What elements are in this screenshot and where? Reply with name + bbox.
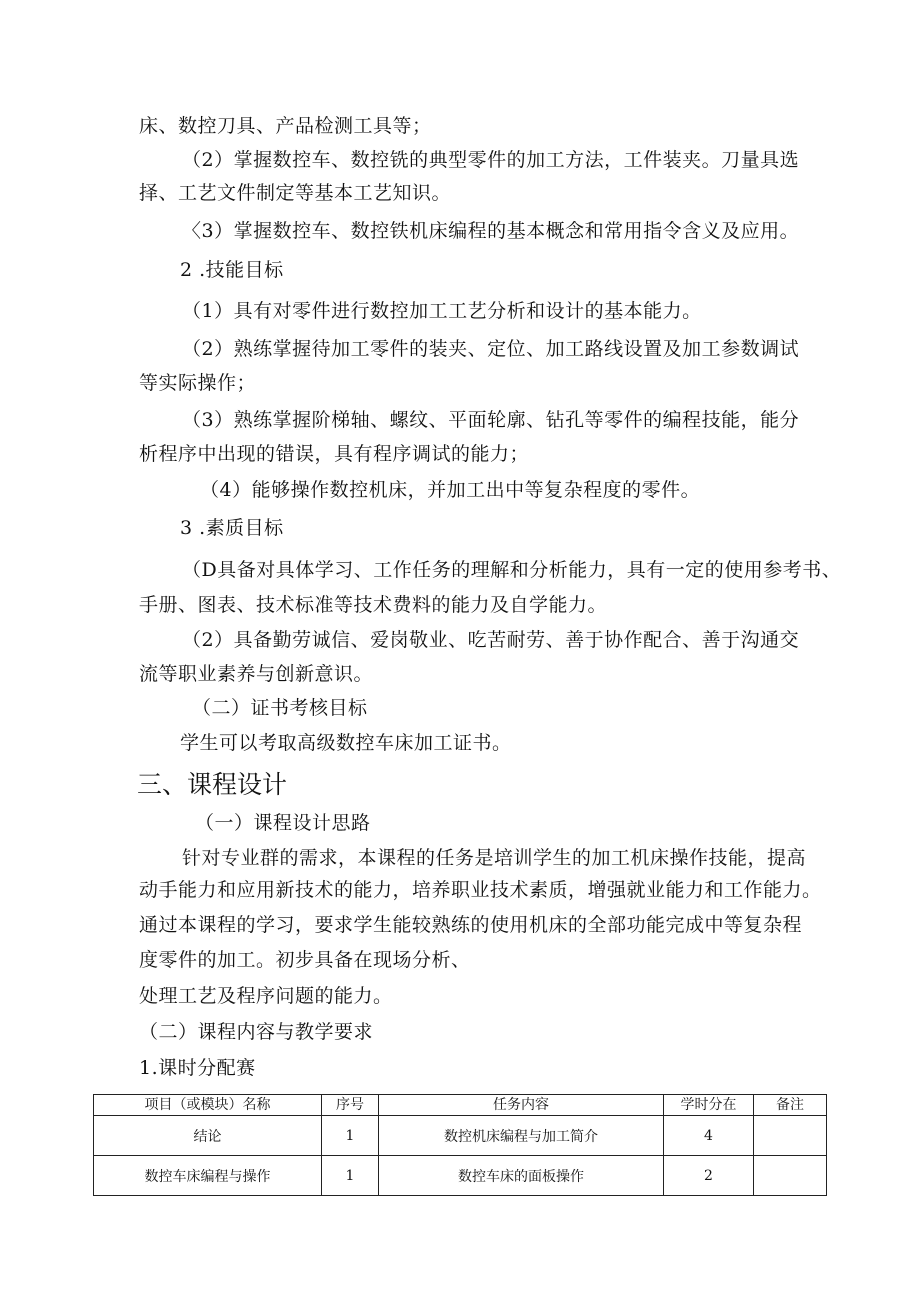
header-note: 备注	[754, 1095, 827, 1116]
paragraph-line: 流等职业素养与创新意识。	[139, 663, 374, 685]
paragraph-line: 度零件的加工。初步具备在现场分析、	[139, 949, 471, 971]
paragraph-line: 手册、图表、技术标准等技术费料的能力及自学能力。	[139, 594, 608, 616]
cell-seq: 1	[322, 1116, 379, 1156]
header-seq: 序号	[322, 1095, 379, 1116]
table-row	[94, 1156, 827, 1196]
table-header-row	[94, 1095, 827, 1116]
paragraph-line: 处理工艺及程序问题的能力。	[139, 985, 393, 1007]
cell-task: 数控机床编程与加工简介	[379, 1116, 664, 1156]
paragraph-line: （3）熟练掌握阶梯轴、螺纹、平面轮廓、钻孔等零件的编程技能，能分	[182, 409, 800, 431]
paragraph-line: 床、数控刀具、产品检测工具等；	[139, 115, 432, 137]
paragraph-line: 等实际操作；	[139, 372, 257, 394]
subheading-design-approach: （一）课程设计思路	[195, 812, 371, 834]
paragraph-line: （4）能够操作数控机床，并加工出中等复杂程度的零件。	[200, 479, 701, 501]
paragraph-line: 通过本课程的学习，要求学生能较熟练的使用机床的全部功能完成中等复杂程	[139, 914, 803, 936]
subheading-course-content: （二）课程内容与教学要求	[139, 1021, 374, 1043]
paragraph-line: 学生可以考取高级数控车床加工证书。	[180, 732, 512, 754]
paragraph-line: 针对专业群的需求，本课程的任务是培训学生的加工机床操作技能，提高	[182, 847, 807, 869]
table-caption: 1.课时分配赛	[139, 1057, 256, 1079]
cell-module-name: 结论	[94, 1116, 322, 1156]
paragraph-line: （1）具有对零件进行数控加工工艺分析和设计的基本能力。	[182, 300, 702, 322]
header-module-name: 项目（或模块）名称	[94, 1095, 322, 1116]
cell-module-name: 数控车床编程与操作	[94, 1156, 322, 1196]
cell-seq: 1	[322, 1156, 379, 1196]
subheading-quality-goals: 3 .素质目标	[180, 517, 284, 539]
paragraph-line: 动手能力和应用新技术的能力，培养职业技术素质，增强就业能力和工作能力。	[139, 879, 822, 901]
paragraph-line: 择、工艺文件制定等基本工艺知识。	[139, 182, 452, 204]
table-row	[94, 1116, 827, 1156]
paragraph-line: （2）具备勤劳诚信、爱岗敬业、吃苦耐劳、善于协作配合、善于沟通交	[182, 629, 800, 651]
cell-note	[754, 1116, 827, 1156]
cell-note	[754, 1156, 827, 1196]
paragraph-line: （D具备对具体学习、工作任务的理解和分析能力，具有一定的使用参考书、	[182, 559, 842, 581]
subheading-skill-goals: 2 .技能目标	[180, 259, 284, 281]
paragraph-line: 〈3）掌握数控车、数控铁机床编程的基本概念和常用指令含义及应用。	[182, 220, 800, 242]
header-task: 任务内容	[379, 1095, 664, 1116]
section-heading: 三、课程设计	[137, 770, 288, 799]
hours-allocation-table	[93, 1094, 827, 1196]
header-hours: 学时分在	[664, 1095, 754, 1116]
cell-task: 数控车床的面板操作	[379, 1156, 664, 1196]
paragraph-line: （2）掌握数控车、数控铣的典型零件的加工方法，工件装夹。刀量具选	[182, 149, 800, 171]
cell-hours: 4	[664, 1116, 754, 1156]
paragraph-line: 析程序中出现的错误，具有程序调试的能力；	[139, 443, 530, 465]
paragraph-line: （2）熟练掌握待加工零件的装夹、定位、加工路线设置及加工参数调试	[182, 338, 800, 360]
subheading-certificate-goals: （二）证书考核目标	[192, 697, 368, 719]
cell-hours: 2	[664, 1156, 754, 1196]
